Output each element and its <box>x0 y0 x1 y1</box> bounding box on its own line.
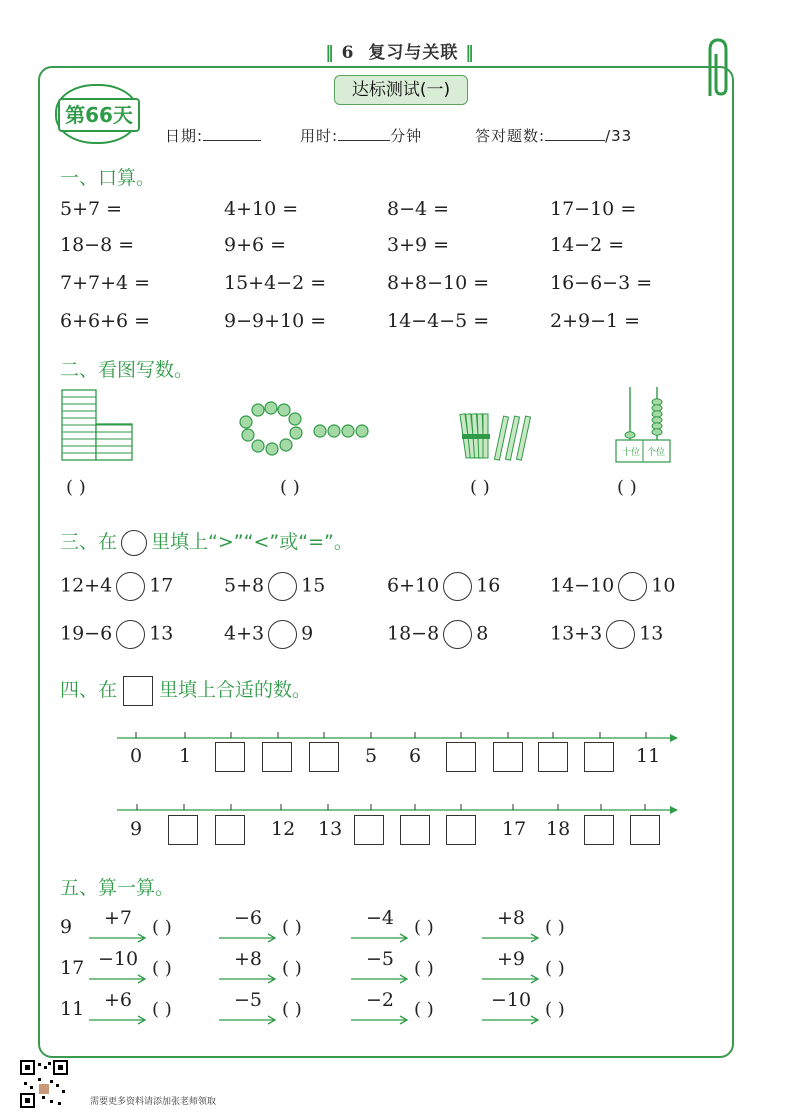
calc-answer-paren[interactable]: ( ) <box>152 917 172 938</box>
section-3-suffix: 里填上“>”“<”或“=”。 <box>151 531 353 553</box>
calc-arrow <box>481 949 541 988</box>
square-icon <box>123 676 153 706</box>
score-blank[interactable] <box>545 126 605 141</box>
compare-circle[interactable] <box>606 620 635 649</box>
number-box[interactable] <box>262 742 292 772</box>
calc-operation: −10 <box>97 948 139 970</box>
calc-arrow <box>481 990 541 1029</box>
calc-operation: +9 <box>496 948 525 970</box>
calc-arrow <box>350 908 410 947</box>
score-field <box>475 125 632 146</box>
calc-arrow <box>350 990 410 1029</box>
oral-item: 8−4 = <box>387 198 450 220</box>
number-label: 17 <box>502 818 527 840</box>
number-box[interactable] <box>584 815 614 845</box>
answer-paren[interactable]: ( ) <box>617 477 637 498</box>
arrow-icon <box>218 1015 278 1025</box>
answer-paren[interactable]: ( ) <box>66 477 86 498</box>
number-label: 11 <box>636 745 661 767</box>
section-4-prefix: 四、在 <box>60 679 118 701</box>
number-box[interactable] <box>215 815 245 845</box>
oral-item: 16−6−3 = <box>550 272 653 294</box>
number-label: 5 <box>365 745 378 767</box>
calc-operation: +7 <box>103 907 132 929</box>
compare-item: 4+3 9 <box>224 620 313 649</box>
calc-arrow <box>218 990 278 1029</box>
day-badge <box>55 84 137 142</box>
calc-start-number: 17 <box>60 957 85 979</box>
calc-arrow <box>88 949 148 988</box>
compare-circle[interactable] <box>268 572 297 601</box>
arrow-icon <box>481 974 541 984</box>
abacus-ones-label: 个位 <box>647 448 666 458</box>
section-4-suffix: 里填上合适的数。 <box>159 679 312 701</box>
arrow-icon <box>88 1015 148 1025</box>
number-box[interactable] <box>538 742 568 772</box>
strips-picture <box>60 388 135 463</box>
arrow-icon <box>481 1015 541 1025</box>
compare-circle[interactable] <box>443 620 472 649</box>
sticks-picture <box>455 408 533 463</box>
section-3-title <box>60 527 353 556</box>
compare-circle[interactable] <box>618 572 647 601</box>
compare-circle[interactable] <box>268 620 297 649</box>
calc-operation: +6 <box>103 989 132 1011</box>
arrow-icon <box>481 933 541 943</box>
calc-answer-paren[interactable]: ( ) <box>545 999 565 1020</box>
oral-item: 14−4−5 = <box>387 310 490 332</box>
oral-item: 5+7 = <box>60 198 123 220</box>
time-blank[interactable] <box>338 126 390 141</box>
day-badge-text: 第66天 <box>58 98 140 132</box>
arrow-icon <box>350 1015 410 1025</box>
arrow-icon <box>350 933 410 943</box>
calc-arrow <box>481 908 541 947</box>
number-box[interactable] <box>446 815 476 845</box>
oral-item: 9−9+10 = <box>224 310 327 332</box>
number-box[interactable] <box>168 815 198 845</box>
number-label: 13 <box>318 818 343 840</box>
date-field <box>165 125 261 146</box>
compare-item: 18−8 8 <box>387 620 488 649</box>
compare-item: 14−10 10 <box>550 572 675 601</box>
arrow-icon <box>350 974 410 984</box>
number-box[interactable] <box>309 742 339 772</box>
compare-item: 5+8 15 <box>224 572 325 601</box>
answer-paren[interactable]: ( ) <box>470 477 490 498</box>
page-title: 达标测试(一) <box>334 75 468 105</box>
number-box[interactable] <box>400 815 430 845</box>
oral-item: 2+9−1 = <box>550 310 641 332</box>
number-label: 6 <box>409 745 422 767</box>
number-label: 1 <box>179 745 192 767</box>
compare-circle[interactable] <box>116 620 145 649</box>
number-box[interactable] <box>446 742 476 772</box>
calc-arrow <box>218 908 278 947</box>
footer-note: 需要更多资料请添加张老师领取 <box>90 1097 217 1107</box>
number-box[interactable] <box>354 815 384 845</box>
calc-answer-paren[interactable]: ( ) <box>414 999 434 1020</box>
chapter-title: 复习与关联 <box>368 43 459 63</box>
oral-item: 18−8 = <box>60 234 135 256</box>
abacus-picture <box>612 385 672 465</box>
arrow-icon <box>88 933 148 943</box>
number-box[interactable] <box>630 815 660 845</box>
time-label: 用时: <box>300 127 339 145</box>
calc-operation: −10 <box>490 989 532 1011</box>
number-label: 12 <box>271 818 296 840</box>
calc-start-number: 9 <box>60 916 73 938</box>
calc-answer-paren[interactable]: ( ) <box>152 999 172 1020</box>
calc-operation: +8 <box>233 948 262 970</box>
oral-item: 3+9 = <box>387 234 450 256</box>
number-label: 0 <box>130 745 143 767</box>
calc-answer-paren[interactable]: ( ) <box>414 958 434 979</box>
section-3-prefix: 三、在 <box>60 531 118 553</box>
arrow-icon <box>218 974 278 984</box>
section-2-title: 二、看图写数。 <box>60 359 194 381</box>
number-box[interactable] <box>215 742 245 772</box>
time-field <box>300 125 422 146</box>
number-box[interactable] <box>584 742 614 772</box>
number-label: 18 <box>546 818 571 840</box>
calc-operation: +8 <box>496 907 525 929</box>
score-label: 答对题数: <box>475 127 546 145</box>
compare-item: 13+3 13 <box>550 620 663 649</box>
circle-icon <box>121 530 147 556</box>
calc-answer-paren[interactable]: ( ) <box>282 999 302 1020</box>
compare-item: 6+10 16 <box>387 572 500 601</box>
calc-answer-paren[interactable]: ( ) <box>282 917 302 938</box>
oral-item: 4+10 = <box>224 198 299 220</box>
score-total: /33 <box>605 127 633 145</box>
compare-item: 12+4 17 <box>60 572 173 601</box>
oral-item: 8+8−10 = <box>387 272 490 294</box>
calc-operation: −5 <box>233 989 262 1011</box>
compare-circle[interactable] <box>443 572 472 601</box>
date-blank[interactable] <box>203 126 261 141</box>
oral-item: 9+6 = <box>224 234 287 256</box>
section-4-title <box>60 675 311 706</box>
compare-item: 19−6 13 <box>60 620 173 649</box>
number-box[interactable] <box>493 742 523 772</box>
calc-operation: −4 <box>365 907 394 929</box>
chapter-number: 6 <box>341 43 355 63</box>
calc-arrow <box>88 990 148 1029</box>
calc-answer-paren[interactable]: ( ) <box>152 958 172 979</box>
oral-item: 15+4−2 = <box>224 272 327 294</box>
chapter-header: ‖ 6 复习与关联 ‖ <box>325 43 475 63</box>
calc-arrow <box>350 949 410 988</box>
number-label: 9 <box>130 818 143 840</box>
calc-answer-paren[interactable]: ( ) <box>282 958 302 979</box>
oral-item: 14−2 = <box>550 234 625 256</box>
qr-code-icon <box>20 1060 68 1108</box>
calc-operation: −5 <box>365 948 394 970</box>
calc-answer-paren[interactable]: ( ) <box>545 917 565 938</box>
arrow-icon <box>218 933 278 943</box>
calc-answer-paren[interactable]: ( ) <box>414 917 434 938</box>
calc-start-number: 11 <box>60 998 85 1020</box>
oral-item: 6+6+6 = <box>60 310 151 332</box>
calc-arrow <box>88 908 148 947</box>
oral-item: 17−10 = <box>550 198 637 220</box>
beads-picture <box>238 400 373 462</box>
abacus-tens-label: 十位 <box>622 448 641 458</box>
compare-circle[interactable] <box>116 572 145 601</box>
answer-paren[interactable]: ( ) <box>280 477 300 498</box>
date-label: 日期: <box>165 127 204 145</box>
section-5-title: 五、算一算。 <box>60 877 175 899</box>
oral-item: 7+7+4 = <box>60 272 151 294</box>
section-1-title: 一、口算。 <box>60 167 156 189</box>
time-unit: 分钟 <box>390 127 423 145</box>
calc-operation: −2 <box>365 989 394 1011</box>
calc-operation: −6 <box>233 907 262 929</box>
calc-answer-paren[interactable]: ( ) <box>545 958 565 979</box>
arrow-icon <box>88 974 148 984</box>
calc-arrow <box>218 949 278 988</box>
